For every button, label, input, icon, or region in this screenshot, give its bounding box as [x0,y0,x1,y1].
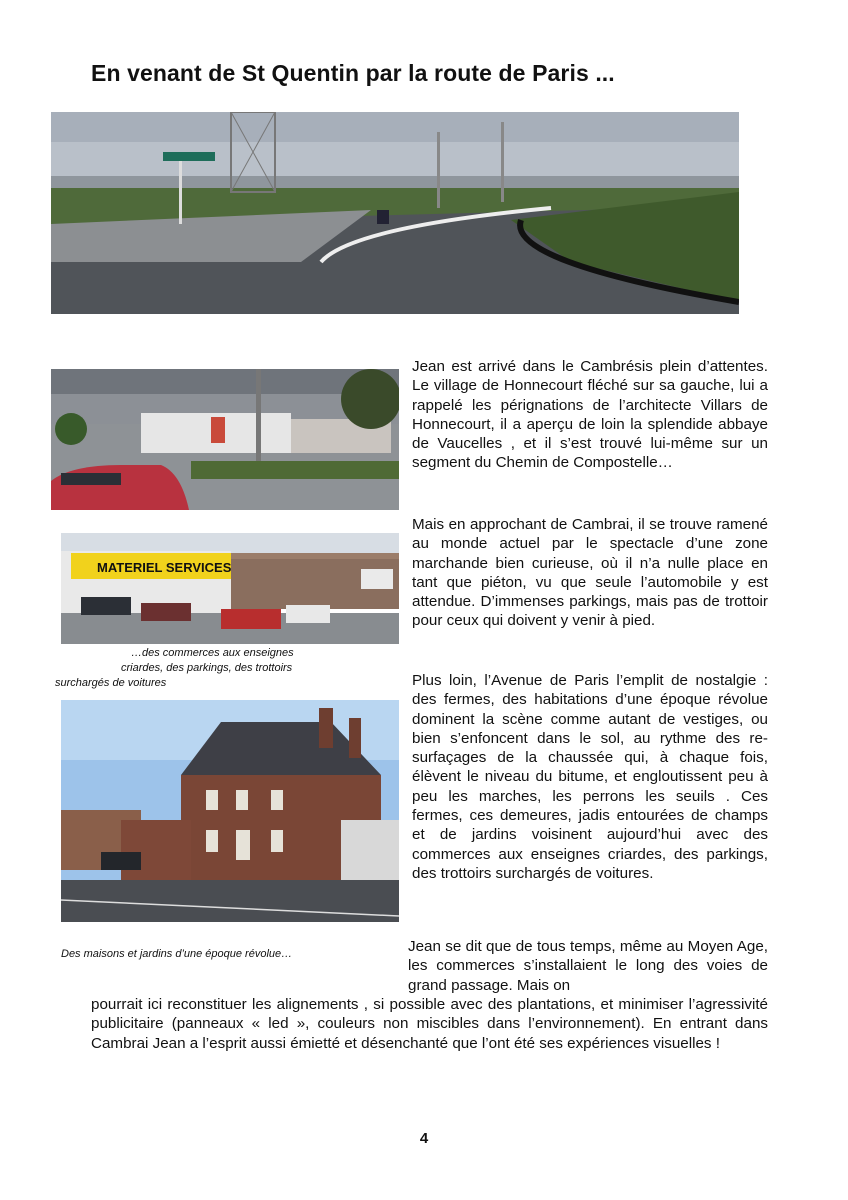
maisons-caption: Des maisons et jardins d’une époque révolue… [61,948,293,960]
commerces-caption-line2: criardes, des parkings, des trottoirs [121,662,293,674]
page-title: En venant de St Quentin par la route de Paris ... [91,60,615,86]
paragraph-avenue-de-paris: Plus loin, l’Avenue de Paris l’emplit de nostalgie : des fermes, des habitations d’une époque révolue dominent la scène comme autant de vestiges, ou bien s’enfoncent dans le sol, au rythme des re-surfaçages de la chaussée qui, à chaque fois, élèvent le niveau du bitume, et engloutissent peu à peu les marches, les perrons les seuils . Ces fermes, ces demeures, jadis entourées de champs et de jardins voisinent aujourd’hui avec des commerces aux enseignes criardes, des parkings, des trottoirs surchargés de voitures. [412,672,768,882]
commercial-zone-photo [51,369,399,510]
paragraph-alignements: pourrait ici reconstituer les alignements , si possible avec des plantations, et minimiser l’agressivité publicitaire (panneaux « led », couleurs non miscibles dans l’environnement). En entrant dans Cambrai Jean a l’esprit aussi émietté et désenchanté que l’ont été ses expériences visuelles ! [91,996,768,1052]
shop-photo [61,533,399,644]
paragraph-zone-marchande: Mais en approchant de Cambrai, il se trouve ramené au monde actuel par le spectacle d’une zone marchande bien curieuse, où il n’a nulle place en tant que piéton, vu que seule l’automobile y est attendue. D’immenses parkings, mais pas de trottoir pour ceux qui doivent y venir à pied. [412,516,768,630]
brick-house-photo [61,700,399,922]
page-number: 4 [419,1130,429,1147]
shop-sign-text: MATERIEL SERVICES [97,560,232,575]
road-photo [51,112,739,314]
commerces-caption-line3: surchargés de voitures [55,677,167,689]
paragraph-moyen-age: Jean se dit que de tous temps, même au Moyen Age, les commerces s’installaient le long des voies de grand passage. Mais on [408,938,768,994]
commerces-caption-line1: …des commerces aux enseignes [131,647,294,659]
paragraph-arrivee: Jean est arrivé dans le Cambrésis plein d’attentes. Le village de Honnecourt fléché sur sa gauche, lui a rappelé les pérignations de l’architecte Villars de Honnecourt, il a aperçu de loin la splendide abbaye de Vaucelles , et il s’est trouvé lui-même sur un segment du Chemin de Compostelle… [412,358,768,472]
